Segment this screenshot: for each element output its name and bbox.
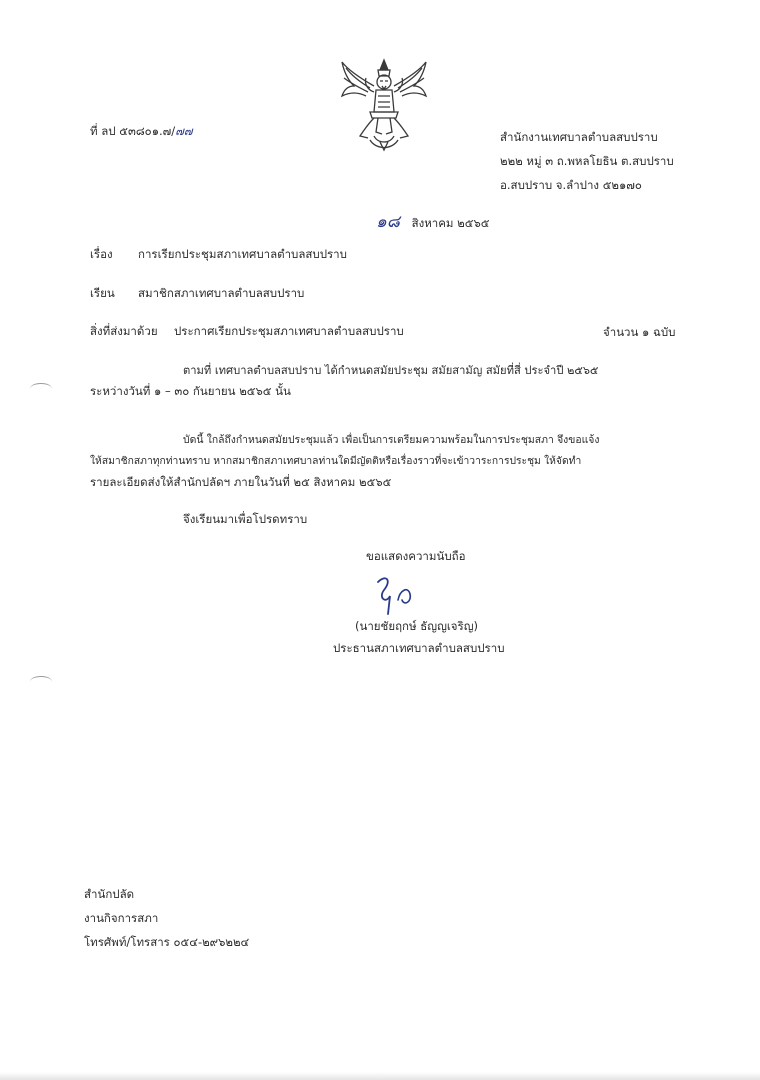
office-line-3: อ.สบปราบ จ.ลำปาง ๕๒๑๗๐ bbox=[500, 178, 642, 192]
footer-section: งานกิจการสภา bbox=[84, 911, 159, 925]
reference-code: ๕๓๘๐๑.๗/ bbox=[119, 124, 176, 138]
enclosure-quantity: จำนวน ๑ ฉบับ bbox=[603, 325, 676, 339]
punch-mark-bottom bbox=[30, 676, 52, 687]
footer-phone: โทรศัพท์/โทรสาร ๐๕๔-๒๙๖๒๒๔ bbox=[84, 935, 250, 949]
office-line-2: ๒๒๒ หมู่ ๓ ถ.พหลโยธิน ต.สบปราบ bbox=[500, 154, 674, 168]
reference-label: ที่ ลป bbox=[90, 124, 116, 138]
body-paragraph-2-line-2: ให้สมาชิกสภาทุกท่านทราบ หากสมาชิกสภาเทศบาลท่านใดมีญัตติหรือเรื่องราวที่จะเข้าวาระการประชุม ให้จัดทำ bbox=[90, 455, 582, 467]
subject-label: เรื่อง bbox=[90, 247, 113, 261]
garuda-emblem-icon bbox=[334, 56, 434, 152]
date-month-year: สิงหาคม ๒๕๖๕ bbox=[411, 216, 490, 230]
office-line-1: สำนักงานเทศบาลตำบลสบปราบ bbox=[500, 130, 658, 144]
date-day-handwritten: ๑๘ bbox=[376, 212, 400, 232]
letter-date bbox=[376, 212, 489, 232]
body-paragraph-2-line-3: รายละเอียดส่งให้สำนักปลัดฯ ภายในวันที่ ๒๕ สิงหาคม ๒๕๖๕ bbox=[90, 475, 392, 489]
subject-text: การเรียกประชุมสภาเทศบาลตำบลสบปราบ bbox=[138, 247, 347, 261]
signatory-name: (นายชัยฤกษ์ ธัญญเจริญ) bbox=[355, 619, 478, 633]
handwritten-signature bbox=[372, 570, 422, 618]
reference-handwritten: ๗๗ bbox=[175, 124, 193, 138]
signatory-position: ประธานสภาเทศบาลตำบลสบปราบ bbox=[333, 641, 505, 655]
body-paragraph-2-line-1: บัดนี้ ใกล้ถึงกำหนดสมัยประชุมแล้ว เพื่อเป็นการเตรียมความพร้อมในการประชุมสภา จึงขอแจ้ง bbox=[183, 434, 600, 446]
body-paragraph-1-line-1: ตามที่ เทศบาลตำบลสบปราบ ได้กำหนดสมัยประชุม สมัยสามัญ สมัยที่สี่ ประจำปี ๒๕๖๕ bbox=[183, 364, 599, 377]
body-paragraph-1-line-2: ระหว่างวันที่ ๑ – ๓๐ กันยายน ๒๕๖๕ นั้น bbox=[90, 384, 291, 398]
punch-mark-top bbox=[30, 383, 52, 394]
footer-department: สำนักปลัด bbox=[84, 887, 135, 901]
regards-text: ขอแสดงความนับถือ bbox=[366, 549, 466, 563]
enclosure-text: ประกาศเรียกประชุมสภาเทศบาลตำบลสบปราบ bbox=[174, 324, 404, 338]
enclosure-label: สิ่งที่ส่งมาด้วย bbox=[90, 324, 158, 338]
reference-number bbox=[90, 125, 192, 139]
recipient-text: สมาชิกสภาเทศบาลตำบลสบปราบ bbox=[138, 286, 305, 300]
recipient-label: เรียน bbox=[90, 286, 115, 300]
page-bottom-edge bbox=[0, 1072, 760, 1080]
closing-text: จึงเรียนมาเพื่อโปรดทราบ bbox=[183, 512, 308, 526]
